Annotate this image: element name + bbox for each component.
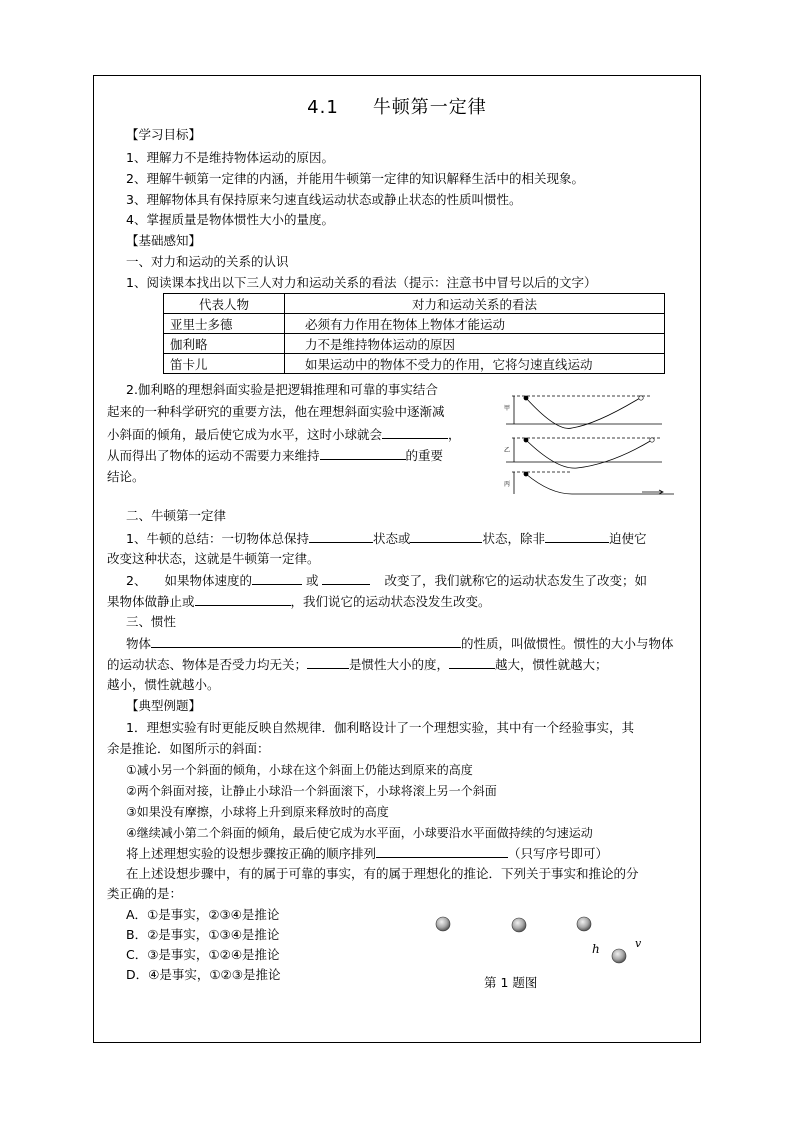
ball: [577, 917, 591, 931]
ball: [524, 438, 529, 443]
answer-blank[interactable]: [151, 635, 461, 648]
table-cell: 必须有力作用在物体上物体才能运动: [285, 314, 665, 334]
option-a[interactable]: A．①是事实，②③④是推论: [126, 907, 280, 922]
ball: [512, 918, 526, 932]
figure-label: 甲: [504, 405, 511, 412]
figure-label: 丙: [504, 481, 511, 488]
paragraph-line: 起来的一种科学研究的重要方法，他在理想斜面实验中逐渐减: [107, 404, 445, 419]
paragraph-line: 2.伽利略的理想斜面实验是把逻辑推理和可靠的事实结合: [126, 382, 438, 397]
table-row: [164, 354, 665, 374]
answer-blank[interactable]: [307, 656, 349, 669]
ball: [612, 949, 626, 963]
answer-blank[interactable]: [322, 572, 370, 585]
option-b[interactable]: B．②是事实，①③④是推论: [126, 927, 280, 942]
option-c[interactable]: C．③是事实，①②④是推论: [126, 947, 280, 962]
question-text: 1．理想实验有时更能反映自然规律．伽利略设计了一个理想实验，其中有一个经验事实，其: [126, 720, 634, 735]
ball: [436, 917, 450, 931]
ball: [524, 472, 529, 477]
paragraph-line: 物体 的性质，叫做惯性。惯性的大小与物体: [126, 636, 674, 651]
question-text: 在上述设想步骤中，有的属于可靠的事实，有的属于理想化的推论．下列关于事实和推论的分: [126, 866, 639, 881]
answer-blank[interactable]: [382, 426, 448, 439]
step-item: ①减小另一个斜面的倾角，小球在这个斜面上仍能达到原来的高度: [126, 763, 473, 777]
section-number: 4.1: [307, 97, 339, 118]
page-title: [0, 93, 794, 119]
paragraph-line: 从而得出了物体的运动不需要力来维持 的重要: [107, 448, 444, 463]
answer-blank[interactable]: [410, 530, 482, 543]
goals-heading: 【学习目标】: [126, 127, 202, 142]
paragraph-line: 2、 如果物体速度的 或 改变了，我们就称它的运动状态发生了改变；如: [126, 573, 647, 588]
figure-label: 乙: [504, 447, 511, 454]
paragraph-line: 的运动状态、物体是否受力均无关； 是惯性大小的度， 越大，惯性就越大；: [107, 657, 608, 672]
step-item: ③如果没有摩擦，小球将上升到原来释放时的高度: [126, 805, 389, 819]
table-row: [164, 314, 665, 334]
step-item: ④继续减小第二个斜面的倾角，最后使它成为水平面，小球要沿水平面做持续的匀速运动: [126, 826, 593, 840]
height-label: h: [592, 942, 600, 956]
answer-blank[interactable]: [376, 845, 508, 858]
ball: [524, 396, 529, 401]
table-cell: 亚里士多德: [164, 314, 285, 334]
title-text: 牛顿第一定律: [372, 97, 487, 118]
examples-heading: 【典型例题】: [126, 698, 202, 713]
goal-item: 3、理解物体具有保持原来匀速直线运动状态或静止状态的性质叫惯性。: [126, 192, 522, 207]
table-row: [164, 334, 665, 354]
paragraph-line: 结论。: [107, 469, 145, 484]
figure-caption: 第 1 题图: [484, 975, 538, 990]
section-heading: 二、牛顿第一定律: [126, 508, 227, 523]
paragraph-line: 改变这种状态，这就是牛顿第一定律。: [107, 551, 320, 566]
question-text: 将上述理想实验的设想步骤按正确的顺序排列 （只写序号即可）: [126, 846, 609, 861]
paragraph-line: 1、牛顿的总结：一切物体总保持 状态或 状态，除非 迫使它: [126, 531, 647, 546]
paragraph-line: 越小，惯性就越小。: [107, 677, 220, 692]
section-heading: 一、对力和运动的关系的认识: [126, 254, 289, 269]
paragraph-line: 果物体做静止或 ，我们说它的运动状态没发生改变。: [107, 594, 491, 609]
answer-blank[interactable]: [545, 530, 609, 543]
answer-blank[interactable]: [252, 572, 302, 585]
answer-blank[interactable]: [309, 530, 373, 543]
question-text: 余是推论．如图所示的斜面：: [107, 741, 270, 756]
table-cell: 笛卡儿: [164, 354, 285, 374]
ball-figure: [430, 910, 650, 970]
table-header-row: [164, 294, 665, 314]
velocity-label: v: [635, 937, 642, 950]
table-header-cell: 代表人物: [164, 294, 285, 314]
ball: [639, 396, 643, 400]
answer-blank[interactable]: [195, 593, 291, 606]
goal-item: 4、掌握质量是物体惯性大小的量度。: [126, 212, 334, 227]
step-item: ②两个斜面对接，让静止小球沿一个斜面滚下，小球将滚上另一个斜面: [126, 784, 497, 798]
table-header-cell: 对力和运动关系的看法: [285, 294, 665, 314]
question-text: 类正确的是：: [107, 886, 183, 901]
answer-blank[interactable]: [449, 656, 495, 669]
views-table: [163, 293, 665, 374]
table-cell: 力不是维持物体运动的原因: [285, 334, 665, 354]
ball: [650, 438, 654, 442]
table-cell: 如果运动中的物体不受力的作用，它将匀速直线运动: [285, 354, 665, 374]
question-text: 1、阅读课本找出以下三人对力和运动关系的看法（提示：注意书中冒号以后的文字）: [126, 275, 597, 290]
goal-item: 2、理解牛顿第一定律的内涵，并能用牛顿第一定律的知识解释生活中的相关现象。: [126, 171, 584, 186]
paragraph-line: 小斜面的倾角，最后使它成为水平，这时小球就会 ，: [107, 427, 461, 442]
section-heading: 三、惯性: [126, 614, 177, 629]
basics-heading: 【基础感知】: [126, 233, 202, 248]
table-cell: 伽利略: [164, 334, 285, 354]
slope-curve: [526, 474, 674, 494]
ideal-slope-figure: [502, 384, 682, 500]
goal-item: 1、理解力不是维持物体运动的原因。: [126, 150, 334, 165]
slope-curve: [526, 440, 652, 468]
answer-blank[interactable]: [320, 447, 406, 460]
option-d[interactable]: D．④是事实，①②③是推论: [126, 967, 281, 982]
